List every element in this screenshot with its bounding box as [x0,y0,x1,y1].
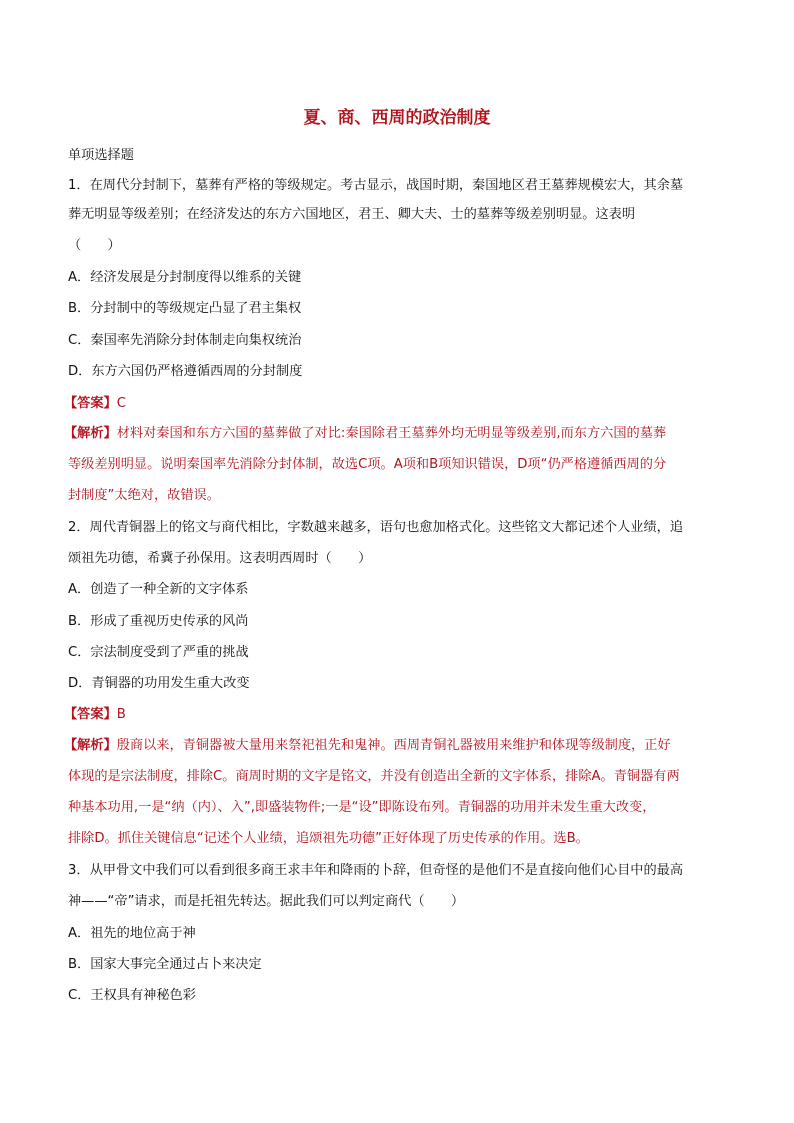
q2-analysis-line-1 [64,736,671,756]
q2-analysis-line-2: 体现的是宗法制度，排除C。商周时期的文字是铭文，并没有创造出全新的文字体系，排除A。青铜器有两 [68,769,680,784]
q1-analysis-text-3b: 太绝对，故错误。 [114,488,220,503]
q1-analysis-line-1 [64,424,666,444]
q2-answer [64,705,126,725]
q2-stem-line-2: 颂祖先功德，希冀子孙保用。这表明西周时（ ） [68,551,372,566]
q1-option-c: C．秦国率先消除分封体制走向集权统治 [68,333,302,348]
q1-analysis-text-1: 材料对秦国和东方六国的墓葬做了对比:秦国除君王墓葬外均无明显等级差别,而东方六国的墓葬 [116,426,667,441]
section-heading: 单项选择题 [68,148,134,163]
q3-option-a: A．祖先的地位高于神 [68,926,196,941]
page-title: 夏、商、西周的政治制度 [303,108,491,128]
q2-option-d: D．青铜器的功用发生重大改变 [68,676,250,691]
q1-option-a: A．经济发展是分封制度得以维系的关键 [68,270,302,285]
q1-answer [64,394,126,414]
q2-option-b: B．形成了重视历史传承的风尚 [68,614,249,629]
q2-option-c: C．宗法制度受到了严重的挑战 [68,645,249,660]
q1-analysis-line-3 [68,486,220,506]
q2-answer-value: B [116,707,126,722]
q1-analysis-line-2 [68,455,666,475]
q3-stem-line-1: 3．从甲骨文中我们可以看到很多商王求丰年和降雨的卜辞，但奇怪的是他们不是直接向他们心目中的最高 [68,863,684,878]
q1-analysis-text-3a: 封制度” [68,488,115,503]
q2-option-a: A．创造了一种全新的文字体系 [68,582,249,597]
q1-option-d: D．东方六国仍严格遵循西周的分封制度 [68,364,303,379]
q1-analysis-text-2b: “仍严格遵循西周的分 [540,457,667,472]
answer-tag: 【答案】 [64,396,117,411]
q1-analysis-text-2a: 等级差别明显。说明秦国率先消除分封体制，故选C项。A项和B项知识错误，D项 [68,457,541,472]
q2-analysis-line-4: 排除D。抓住关键信息“记述个人业绩，追颂祖先功德”正好体现了历史传承的作用。选B。 [68,831,589,846]
analysis-tag: 【解析】 [64,426,117,441]
q3-option-b: B．国家大事完全通过占卜来决定 [68,957,262,972]
answer-tag: 【答案】 [64,707,117,722]
q2-analysis-line-3: 种基本功用,一是“纳（内）、入”,即盛装物件;一是“设”即陈设布列。青铜器的功用并未发生重大改变， [68,800,656,815]
q3-option-c: C．王权具有神秘色彩 [68,988,196,1003]
q3-stem-line-2: 神——“帝”请求，而是托祖先转达。据此我们可以判定商代（ ） [68,894,465,909]
q1-answer-value: C [116,396,126,411]
q1-stem-line-3: （ ） [68,238,121,253]
q1-option-b: B．分封制中的等级规定凸显了君主集权 [68,301,302,316]
q1-stem-line-1: 1．在周代分封制下，墓葬有严格的等级规定。考古显示，战国时期，秦国地区君王墓葬规模宏大，其余墓 [68,178,684,193]
analysis-tag: 【解析】 [64,738,117,753]
q2-stem-line-1: 2．周代青铜器上的铭文与商代相比，字数越来越多，语句也愈加格式化。这些铭文大都记述个人业绩，追 [68,520,684,535]
q2-analysis-text-1: 殷商以来，青铜器被大量用来祭祀祖先和鬼神。西周青铜礼器被用来维护和体现等级制度，正好 [116,738,671,753]
q1-stem-line-2: 葬无明显等级差别；在经济发达的东方六国地区，君王、卿大夫、士的墓葬等级差别明显。这表明 [68,207,636,222]
